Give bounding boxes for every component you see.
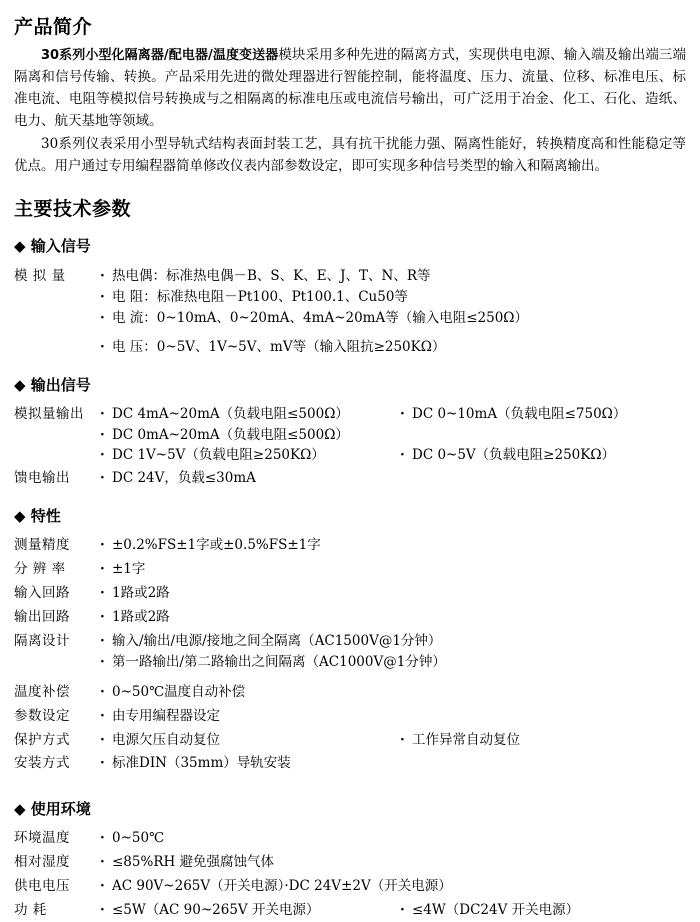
value-row bbox=[100, 730, 686, 750]
value-line: · ±1字 bbox=[100, 559, 686, 580]
row-label: 功 耗 bbox=[14, 901, 47, 918]
value-line: · 输入/输出/电源/接地之间全隔离（AC1500V@1分钟） bbox=[100, 631, 686, 652]
group-heading-environment: ◆ 使用环境 bbox=[14, 799, 91, 818]
row-label: 供电电压 bbox=[14, 877, 70, 894]
group-heading-input: ◆ 输入信号 bbox=[14, 237, 91, 256]
table-row bbox=[14, 581, 686, 605]
row-label: 模拟量输出 bbox=[14, 406, 84, 423]
table-row bbox=[14, 629, 686, 674]
table-row bbox=[14, 674, 686, 704]
value-line: · ±0.2%FS±1字或±0.5%FS±1字 bbox=[100, 535, 686, 556]
row-label: 输入回路 bbox=[14, 584, 70, 601]
value-line: · ≤4W（DC24V 开关电源） bbox=[400, 900, 686, 920]
intro-paragraph-1 bbox=[14, 45, 686, 132]
value-line: · 工作异常自动复位 bbox=[400, 730, 686, 750]
row-label: 模 拟 量 bbox=[14, 267, 66, 284]
row-label: 输出回路 bbox=[14, 608, 70, 625]
value-line: · DC 0mA~20mA（负载电阻≤500Ω） bbox=[100, 425, 400, 445]
table-row bbox=[14, 605, 686, 629]
table-row bbox=[14, 557, 686, 581]
value-line: · 0~50℃温度自动补偿 bbox=[100, 682, 686, 703]
row-value bbox=[100, 557, 686, 581]
row-value bbox=[100, 674, 686, 704]
row-value bbox=[100, 264, 686, 330]
row-label: 温度补偿 bbox=[14, 684, 70, 701]
row-value bbox=[100, 467, 686, 491]
row-value bbox=[100, 704, 686, 728]
table-row bbox=[14, 850, 686, 874]
intro-bold-lead: 30系列小型化隔离器/配电器/温度变送器 bbox=[41, 48, 279, 63]
features-table bbox=[14, 534, 686, 776]
table-row bbox=[14, 704, 686, 728]
value-line: · DC 1V~5V（负载电阻≥250KΩ） bbox=[100, 445, 400, 465]
row-value bbox=[100, 605, 686, 629]
row-label: 安装方式 bbox=[14, 755, 70, 772]
row-label: 分 辨 率 bbox=[14, 560, 66, 577]
output-signal-table bbox=[14, 403, 686, 491]
value-row bbox=[100, 900, 686, 920]
value-line: · 电源欠压自动复位 bbox=[100, 730, 400, 750]
value-line: · DC 0~10mA（负载电阻≤750Ω） bbox=[400, 404, 686, 424]
input-signal-table bbox=[14, 264, 686, 360]
value-line: · 电 阻：标准热电阻－Pt100、Pt100.1、Cu50等 bbox=[100, 287, 686, 308]
row-label: 相对湿度 bbox=[14, 853, 70, 870]
value-line-empty bbox=[400, 425, 686, 445]
table-row bbox=[14, 330, 686, 360]
intro-paragraph-2: 30系列仪表采用小型导轨式结构表面封装工艺，具有抗干扰能力强、隔离性能好，转换精度高和性能稳定等优点。用户通过专用编程器简单修改仪表内部参数设定，即可实现多种信号类型的输入和隔离输出。 bbox=[14, 136, 686, 175]
table-row bbox=[14, 264, 686, 330]
row-value bbox=[100, 850, 686, 874]
specs-title: 主要技术参数 bbox=[14, 198, 132, 221]
value-line: · DC 24V，负载≤30mA bbox=[100, 468, 686, 489]
page-title: 产品简介 bbox=[14, 16, 93, 38]
value-line: · 标准DIN（35mm）导轨安装 bbox=[100, 753, 686, 774]
table-row bbox=[14, 403, 686, 467]
table-row bbox=[14, 534, 686, 558]
table-row bbox=[14, 827, 686, 851]
row-value bbox=[100, 728, 686, 751]
value-line: · 1路或2路 bbox=[100, 607, 686, 628]
row-label: 测量精度 bbox=[14, 537, 70, 554]
row-label: 隔离设计 bbox=[14, 632, 70, 649]
table-row bbox=[14, 752, 686, 776]
group-heading-output: ◆ 输出信号 bbox=[14, 375, 91, 394]
value-line: · 由专用编程器设定 bbox=[100, 706, 686, 727]
value-line: · DC 0~5V（负载电阻≥250KΩ） bbox=[400, 445, 686, 465]
row-value bbox=[100, 403, 686, 467]
row-value bbox=[100, 330, 686, 360]
value-line: · 1路或2路 bbox=[100, 583, 686, 604]
value-line: · 电 流：0~10mA、0~20mA、4mA~20mA等（输入电阻≤250Ω） bbox=[100, 308, 686, 329]
value-line: · 0~50℃ bbox=[100, 828, 686, 849]
row-label-empty bbox=[14, 330, 100, 360]
row-label: 馈电输出 bbox=[14, 470, 70, 487]
group-heading-features: ◆ 特性 bbox=[14, 506, 61, 525]
value-line: · 电 压：0~5V、1V~5V、mV等（输入阻抗≥250KΩ） bbox=[100, 337, 686, 358]
value-line: · DC 4mA~20mA（负载电阻≤500Ω） bbox=[100, 404, 400, 424]
row-label: 保护方式 bbox=[14, 731, 70, 748]
row-label: 环境温度 bbox=[14, 830, 70, 847]
intro-rest-1: 模块采用多种先进的隔离方式，实现供电电源、输入端及输出端三端隔离和信号传输、转换。产品采用先进的微处理器进行智能控制，能将温度、压力、流量、位移、标准电压、标准电流、电阻等模拟信号转换成与之相隔离的标准电压或电流信号输出，可广泛用于冶金、化工、石化、造纸、电力、航天基地等领域。 bbox=[14, 47, 687, 129]
row-value bbox=[100, 629, 686, 674]
environment-table bbox=[14, 827, 686, 922]
value-row bbox=[100, 425, 686, 445]
value-line: · ≤5W（AC 90~265V 开关电源） bbox=[100, 900, 400, 920]
row-value bbox=[100, 827, 686, 851]
value-line: · 热电偶：标准热电偶－B、S、K、E、J、T、N、R等 bbox=[100, 266, 686, 287]
row-value bbox=[100, 752, 686, 776]
value-line: · ≤85%RH 避免强腐蚀气体 bbox=[100, 852, 686, 873]
row-value bbox=[100, 874, 686, 898]
table-row bbox=[14, 728, 686, 751]
row-value bbox=[100, 534, 686, 558]
value-row bbox=[100, 445, 686, 465]
value-row bbox=[100, 404, 686, 424]
value-line: · 第一路输出/第二路输出之间隔离（AC1000V@1分钟） bbox=[100, 652, 686, 673]
table-row bbox=[14, 467, 686, 491]
table-row bbox=[14, 898, 686, 921]
table-row bbox=[14, 874, 686, 898]
value-line: · AC 90V~265V（开关电源）·DC 24V±2V（开关电源） bbox=[100, 876, 686, 897]
row-value bbox=[100, 581, 686, 605]
row-value bbox=[100, 898, 686, 921]
row-label: 参数设定 bbox=[14, 707, 70, 724]
